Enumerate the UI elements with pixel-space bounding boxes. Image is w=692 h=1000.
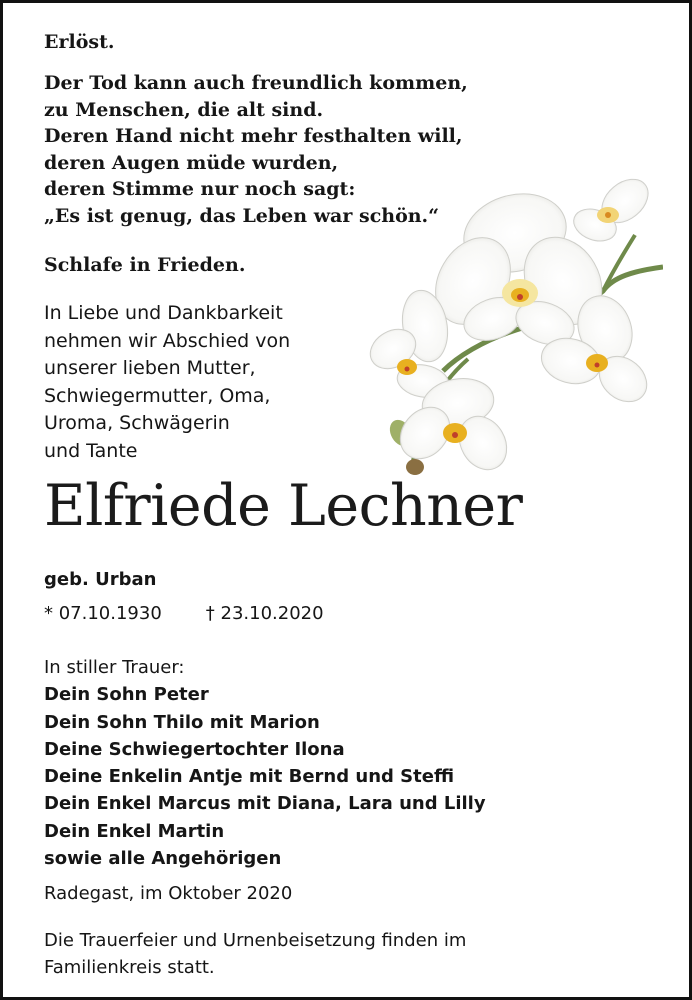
heading-word: Erlöst. (44, 31, 115, 53)
place-date: Radegast, im Oktober 2020 (44, 883, 293, 904)
birth-date: * 07.10.1930 (44, 603, 162, 624)
flower (569, 171, 656, 247)
intro-line: Uroma, Schwägerin (44, 412, 230, 434)
intro-line: In Liebe und Dankbarkeit (44, 302, 283, 324)
maiden-name: geb. Urban (44, 569, 157, 590)
poem-line: deren Augen müde wurden, (44, 151, 339, 174)
poem-line: zu Menschen, die alt sind. (44, 98, 324, 121)
poem-line: Deren Hand nicht mehr festhalten will, (44, 125, 463, 147)
ceremony-line: Die Trauerfeier und Urnenbeisetzung finden im (44, 930, 467, 951)
life-dates (44, 603, 324, 624)
death-date: † 23.10.2020 (205, 603, 324, 624)
farewell-line: Schlafe in Frieden. (44, 254, 246, 276)
poem-line: deren Stimme nur noch sagt: (44, 178, 356, 200)
intro-line: und Tante (44, 439, 138, 462)
deceased-name: Elfriede Lechner (44, 473, 523, 539)
orchid-icon (363, 171, 663, 481)
mourner-line: Deine Schwiegertochter Ilona (44, 738, 345, 760)
ceremony-note (44, 927, 466, 981)
intro-line: Schwiegermutter, Oma, (44, 384, 271, 407)
poem-line: Der Tod kann auch freundlich kommen, (44, 72, 468, 94)
mourners-list (44, 654, 486, 872)
intro-line: unserer lieben Mutter, (44, 357, 256, 379)
mourner-line: Deine Enkelin Antje mit Bernd und Steffi (44, 766, 455, 788)
poem-line: „Es ist genug, das Leben war schön.“ (44, 204, 440, 227)
intro-line: nehmen wir Abschied von (44, 329, 291, 352)
mourner-line: Dein Enkel Martin (44, 820, 225, 842)
mourner-line: sowie alle Angehörigen (44, 848, 282, 870)
mourners-intro: In stiller Trauer: (44, 657, 185, 678)
mourner-line: Dein Sohn Thilo mit Marion (44, 711, 320, 733)
ceremony-line: Familienkreis statt. (44, 957, 215, 978)
intro-text (44, 300, 290, 465)
mourner-line: Dein Sohn Peter (44, 684, 209, 706)
mourner-line: Dein Enkel Marcus mit Diana, Lara und Lilly (44, 793, 486, 815)
